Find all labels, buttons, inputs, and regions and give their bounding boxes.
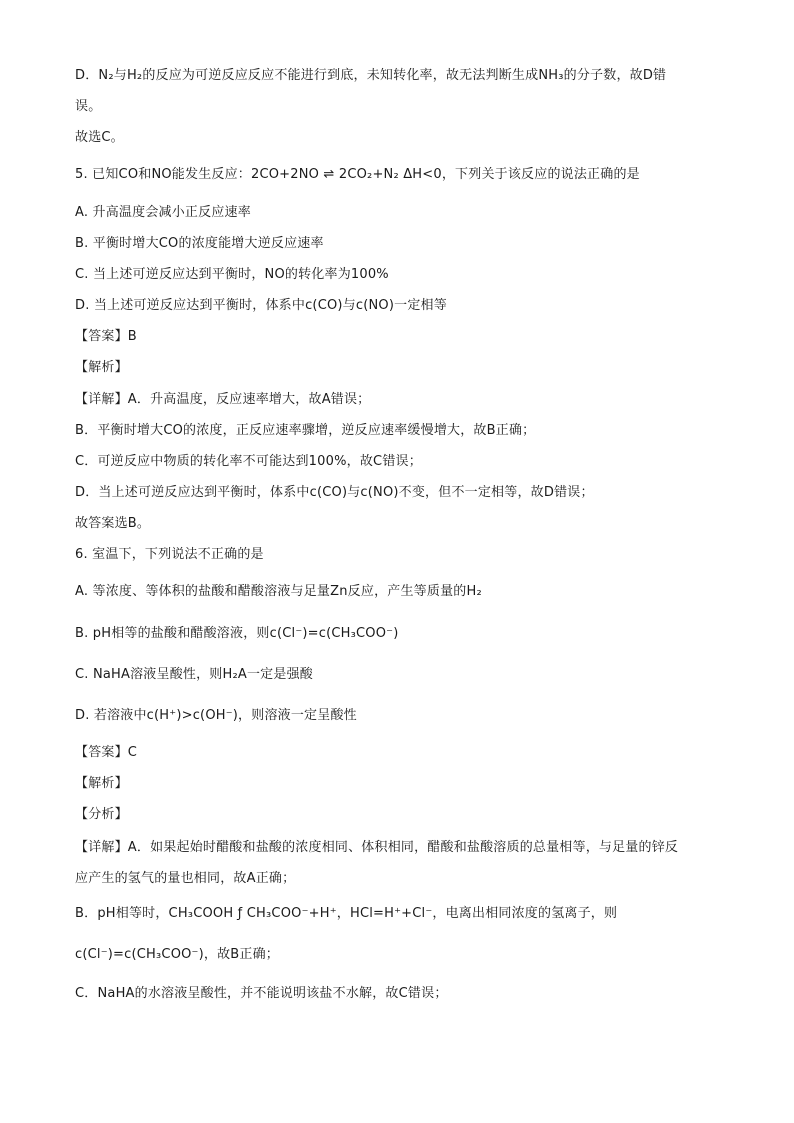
text-line: C．可逆反应中物质的转化率不可能达到100%，故C错误； <box>75 454 422 469</box>
option-a: A. 等浓度、等体积的盐酸和醋酸溶液与足量Zn反应，产生等质量的H₂ <box>75 584 482 599</box>
answer-label: 【答案】C <box>75 745 138 760</box>
analysis-label: 【解析】 <box>75 776 128 791</box>
text-line: 【详解】A．升高温度，反应速率增大，故A错误； <box>75 392 371 407</box>
question-stem: 5. 已知CO和NO能发生反应：2CO+2NO ⇌ 2CO₂+N₂ ΔH<0，下列关于该反应的说法正确的是 <box>75 167 640 182</box>
text-line: B．pH相等时，CH₃COOH ƒ CH₃COO⁻+H⁺，HCl=H⁺+Cl⁻，电离出相同浓度的氢离子，则 <box>75 906 618 921</box>
option-b: B. 平衡时增大CO的浓度能增大逆反应速率 <box>75 236 324 251</box>
text-line: B．平衡时增大CO的浓度，正反应速率骤增，逆反应速率缓慢增大，故B正确； <box>75 423 536 438</box>
text-line: 故答案选B。 <box>75 516 151 531</box>
option-c: C. 当上述可逆反应达到平衡时，NO的转化率为100% <box>75 267 389 282</box>
text-line: c(Cl⁻)=c(CH₃COO⁻)，故B正确； <box>75 947 280 962</box>
text-line: D．当上述可逆反应达到平衡时，体系中c(CO)与c(NO)不变，但不一定相等，故D错误； <box>75 485 594 500</box>
text-line: C．NaHA的水溶液呈酸性，并不能说明该盐不水解，故C错误； <box>75 986 448 1001</box>
text-line: 故选C。 <box>75 130 124 145</box>
text-line: 应产生的氢气的量也相同，故A正确； <box>75 871 296 886</box>
text-line: D．N₂与H₂的反应为可逆反应反应不能进行到底，未知转化率，故无法判断生成NH₃的分子数，故D错 <box>75 68 667 83</box>
option-b: B. pH相等的盐酸和醋酸溶液，则c(Cl⁻)=c(CH₃COO⁻) <box>75 626 399 641</box>
option-c: C. NaHA溶液呈酸性，则H₂A一定是强酸 <box>75 667 313 682</box>
answer-label: 【答案】B <box>75 329 137 344</box>
option-d: D. 若溶液中c(H⁺)>c(OH⁻)，则溶液一定呈酸性 <box>75 708 357 723</box>
analysis-label: 【解析】 <box>75 360 128 375</box>
text-line: 【详解】A．如果起始时醋酸和盐酸的浓度相同、体积相同，醋酸和盐酸溶质的总量相等，与足量的锌反 <box>75 840 679 855</box>
question-stem: 6. 室温下，下列说法不正确的是 <box>75 547 264 562</box>
option-d: D. 当上述可逆反应达到平衡时，体系中c(CO)与c(NO)一定相等 <box>75 298 447 313</box>
analysis-label: 【分析】 <box>75 807 128 822</box>
option-a: A. 升高温度会减小正反应速率 <box>75 205 251 220</box>
text-line: 误。 <box>75 99 102 114</box>
